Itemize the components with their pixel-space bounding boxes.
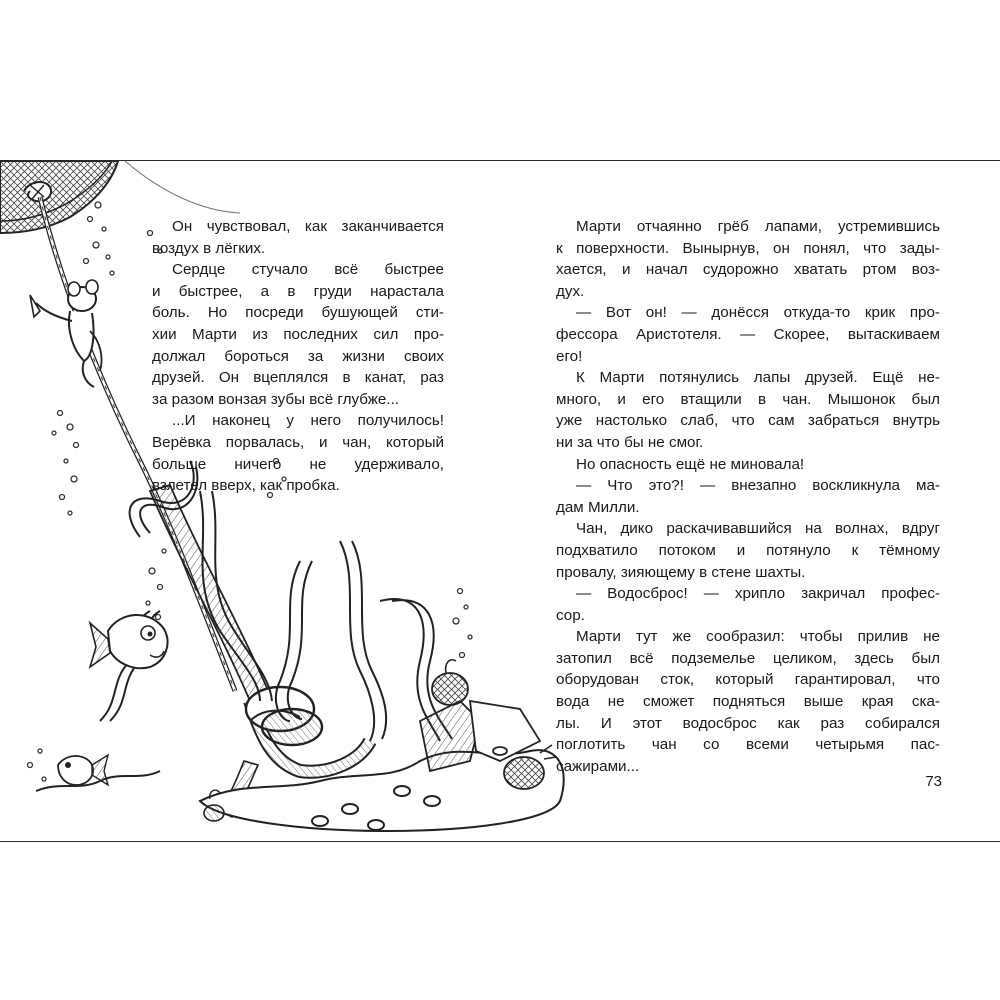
- text-line: — Водосброс! — хрипло закричал профес-: [576, 585, 940, 603]
- text-line: фессора Аристотеля. — Скорее, вытаскиваем: [556, 325, 940, 343]
- text-line: и быстрее, а в груди нарастала: [152, 282, 444, 300]
- text-line: хается, и начал судорожно хватать ртом воз-: [556, 261, 940, 279]
- text-line: — Вот он! — донёсся откуда-то крик про-: [576, 304, 940, 322]
- fish-drawing: [90, 615, 168, 668]
- book-spread: [0, 160, 1000, 842]
- text-line: дам Милли.: [556, 498, 640, 516]
- text-line: Марти отчаянно грёб лапами, устремившись: [576, 218, 940, 235]
- text-line: оборудован сток, который гарантировал, что: [556, 671, 940, 689]
- text-line: боль. Но посреди бушующей сти-: [152, 304, 444, 322]
- text-line: уже настолько слаб, что сам забраться внутрь: [556, 412, 940, 430]
- page-number: 73: [925, 773, 942, 790]
- mouse-character: [30, 280, 102, 387]
- right-text-column: [556, 216, 940, 777]
- text-line: дух.: [556, 282, 585, 300]
- text-line: поглотить чан со всеми четырьмя пас-: [556, 736, 940, 754]
- small-fish-drawing: [58, 755, 108, 785]
- text-line: за разом вонзая зубы всё глубже...: [152, 390, 400, 408]
- text-line: Чан, дико раскачивавшийся на волнах, вдруг: [576, 520, 940, 538]
- text-line: К Марти потянулись лапы друзей. Ещё не-: [576, 369, 940, 387]
- left-text-column: [152, 216, 444, 497]
- text-line: ...И наконец у него получилось!: [172, 412, 444, 430]
- text-line: Сердце стучало всё быстрее: [172, 261, 444, 279]
- anchor-drawing: [150, 485, 370, 817]
- text-line: воздух в лёгких.: [152, 239, 266, 257]
- text-line: Марти тут же сообразил: чтобы прилив не: [576, 628, 940, 646]
- text-line: лы. И этот водосброс как раз собирался: [556, 714, 940, 732]
- text-line: сор.: [556, 606, 585, 624]
- text-line: взлетел вверх, как пробка.: [152, 477, 340, 495]
- seaweed-drawing: [36, 461, 452, 791]
- text-line: ни за что бы не смог.: [556, 433, 704, 451]
- text-line: хии Марти из последних сил про-: [152, 325, 444, 343]
- text-line: затопил всё подземелье целиком, здесь был: [556, 649, 940, 667]
- text-line: друзей. Он вцеплялся в канат, раз: [152, 369, 444, 387]
- text-line: — Что это?! — внезапно воскликнула ма-: [576, 477, 940, 495]
- text-line: должал бороться за жизни своих: [152, 347, 444, 365]
- text-line: его!: [556, 347, 583, 365]
- text-line: больше ничего не удерживало,: [152, 455, 444, 473]
- text-line: вода не сможет подняться выше края ска-: [556, 693, 940, 711]
- text-line: сажирами...: [556, 757, 640, 775]
- text-line: к поверхности. Вынырнув, он понял, что зады-: [556, 239, 940, 257]
- text-line: подхватило потоком и потянуло к тёмному: [556, 541, 940, 559]
- text-line: Он чувствовал, как заканчивается: [172, 218, 444, 235]
- text-line: Верёвка порвалась, и чан, который: [152, 433, 444, 451]
- text-line: много, и его втащили в чан. Мышонок был: [556, 390, 940, 408]
- text-line: Но опасность ещё не миновала!: [576, 455, 805, 473]
- text-line: провалу, зияющему в стене шахты.: [556, 563, 806, 581]
